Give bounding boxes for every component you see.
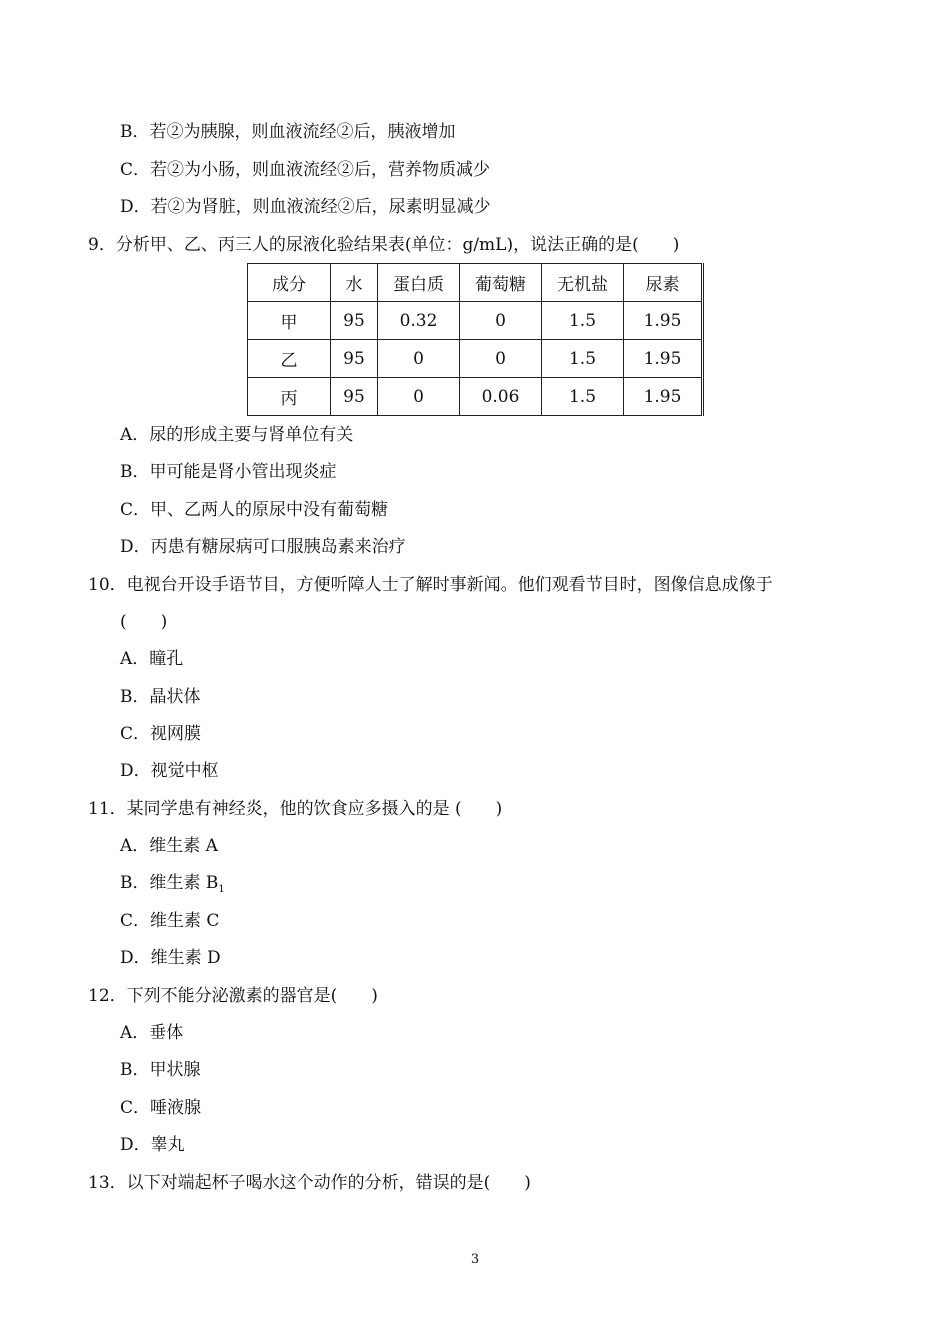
q11-option-a: A．维生素 A	[120, 836, 218, 856]
q10-option-a: A．瞳孔	[120, 649, 184, 669]
q12-option-a: A．垂体	[120, 1023, 184, 1043]
table-cell: 1.5	[542, 340, 624, 378]
q10-option-c: C．视网膜	[120, 724, 202, 744]
table-header-row	[248, 264, 703, 302]
table-header-cell: 蛋白质	[378, 264, 460, 302]
q11-option-d: D．维生素 D	[120, 948, 221, 968]
table-cell: 95	[331, 340, 378, 378]
q10-stem: 10．电视台开设手语节目，方便听障人士了解时事新闻。他们观看节目时，图像信息成像于	[88, 575, 773, 595]
q11-stem: 11．某同学患有神经炎，他的饮食应多摄入的是 ( )	[88, 799, 503, 819]
table-cell: 0	[378, 340, 460, 378]
q10-answer-bracket: ( )	[120, 612, 168, 632]
table-row	[248, 340, 703, 378]
q13-stem: 13．以下对端起杯子喝水这个动作的分析，错误的是( )	[88, 1173, 531, 1193]
q10-option-d: D．视觉中枢	[120, 761, 219, 781]
table-header-cell: 尿素	[624, 264, 703, 302]
table-cell: 1.95	[624, 340, 703, 378]
urine-test-table	[247, 263, 704, 416]
q12-option-d: D．睾丸	[120, 1135, 185, 1155]
table-cell: 95	[331, 302, 378, 340]
q12-option-c: C．唾液腺	[120, 1098, 202, 1118]
table-header-cell: 水	[331, 264, 378, 302]
table-cell: 1.95	[624, 378, 703, 416]
table-cell: 95	[331, 378, 378, 416]
q12-option-b: B．甲状腺	[120, 1060, 201, 1080]
table-header-cell: 葡萄糖	[460, 264, 542, 302]
q8-option-d: D．若②为肾脏，则血液流经②后，尿素明显减少	[120, 197, 491, 217]
table-cell: 乙	[248, 340, 331, 378]
q9-option-c: C．甲、乙两人的原尿中没有葡萄糖	[120, 500, 389, 520]
q9-option-a: A．尿的形成主要与肾单位有关	[120, 425, 354, 445]
table-header-cell: 无机盐	[542, 264, 624, 302]
q12-stem: 12．下列不能分泌激素的器官是( )	[88, 986, 378, 1006]
q8-option-c: C．若②为小肠，则血液流经②后，营养物质减少	[120, 160, 491, 180]
q11-option-b-text: B．维生素 B	[120, 873, 219, 893]
table-cell: 1.5	[542, 378, 624, 416]
page-number: 3	[470, 1252, 480, 1267]
table-cell: 0	[460, 302, 542, 340]
table-row	[248, 378, 703, 416]
q11-option-b-subscript: 1	[218, 884, 225, 895]
q9-option-d: D．丙患有糖尿病可口服胰岛素来治疗	[120, 537, 406, 557]
q10-option-b: B．晶状体	[120, 687, 201, 707]
q9-option-b: B．甲可能是肾小管出现炎症	[120, 462, 337, 482]
q11-option-b	[120, 872, 225, 901]
table-cell: 1.95	[624, 302, 703, 340]
table-cell: 1.5	[542, 302, 624, 340]
table-cell: 0.06	[460, 378, 542, 416]
q8-option-b: B．若②为胰腺，则血液流经②后，胰液增加	[120, 122, 456, 142]
table-cell: 0.32	[378, 302, 460, 340]
table-cell: 0	[378, 378, 460, 416]
q11-option-c: C．维生素 C	[120, 911, 220, 931]
table-cell: 0	[460, 340, 542, 378]
table-row	[248, 302, 703, 340]
q9-stem: 9．分析甲、乙、丙三人的尿液化验结果表(单位：g/mL)，说法正确的是( )	[88, 235, 680, 255]
table-cell: 甲	[248, 302, 331, 340]
table-header-cell: 成分	[248, 264, 331, 302]
table-cell: 丙	[248, 378, 331, 416]
